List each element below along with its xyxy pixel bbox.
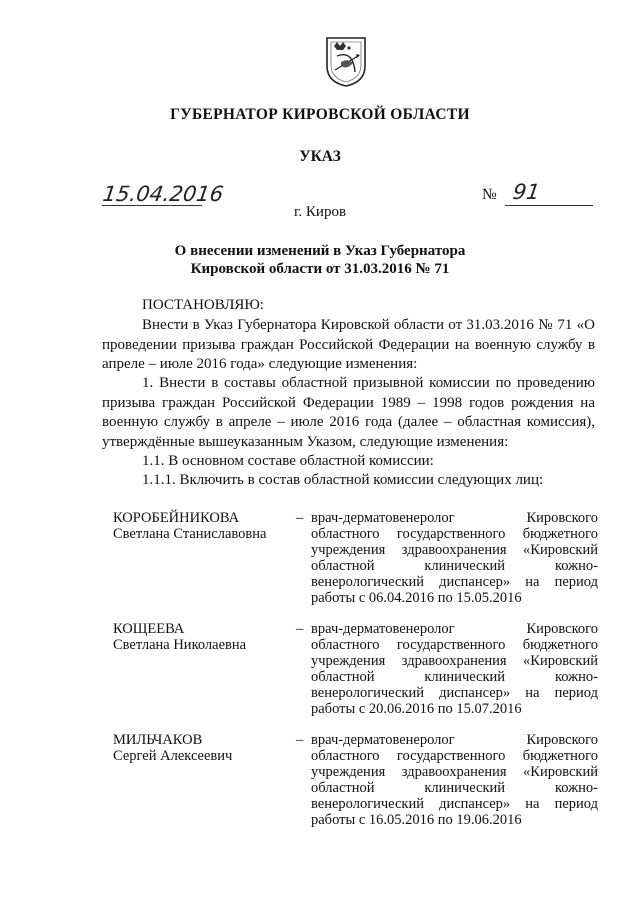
title-line-1: О внесении изменений в Указ Губернатора (174, 243, 466, 259)
member-given-name: Светлана Станиславовна (113, 526, 267, 542)
member-surname: КОРОБЕЙНИКОВА (113, 510, 240, 526)
dash: – (296, 732, 304, 748)
member-name (113, 732, 293, 764)
member-given-name: Сергей Алексеевич (113, 748, 233, 764)
resolve-heading: ПОСТАНОВЛЯЮ: (142, 297, 264, 313)
member-surname: КОЩЕЕВА (113, 621, 185, 637)
member-name (113, 621, 293, 653)
paragraph-amend: Внести в Указ Губернатора Кировской области от 31.03.2016 № 71 «О проведении призыва граждан Российской Федерации на военную службу в апреле – июле 2016 года» следующие изменения: (102, 317, 595, 372)
document-title (0, 242, 640, 278)
member-surname: МИЛЬЧАКОВ (113, 732, 203, 748)
document-type: УКАЗ (299, 148, 341, 165)
member-description: врач-дерматовенеролог Кировского областного государственного бюджетного учреждения здравоохранения «Кировский областной клинический кожно-венерологический диспансер» на период работы с 20.06.2016 по 15.07.2016 (311, 621, 598, 717)
title-line-2: Кировской области от 31.03.2016 № 71 (190, 261, 450, 277)
paragraph-1: 1. Внести в составы областной призывной комиссии по проведению призыва граждан Российской Федерации 1989 – 1998 годов рождения на военную службу в апреле – июле 2016 года (далее – областная комиссия), утверждённые вышеуказанным Указом, следующие изменения: (102, 375, 595, 450)
handwritten-date: 15.04.2016 (101, 182, 225, 206)
member-description: врач-дерматовенеролог Кировского областного государственного бюджетного учреждения здравоохранения «Кировский областной клинический кожно-венерологический диспансер» на период работы с 06.04.2016 по 15.05.2016 (311, 510, 598, 606)
paragraph-1-1-1: 1.1.1. Включить в состав областной комиссии следующих лиц: (142, 472, 544, 488)
member-name (113, 510, 293, 542)
dash: – (296, 621, 304, 637)
coat-of-arms-icon (325, 36, 367, 88)
organization-heading: ГУБЕРНАТОР КИРОВСКОЙ ОБЛАСТИ (170, 106, 470, 123)
number-label: № (482, 186, 497, 203)
member-description: врач-дерматовенеролог Кировского областного государственного бюджетного учреждения здравоохранения «Кировский областной клинический кожно-венерологический диспансер» на период работы с 16.05.2016 по 19.06.2016 (311, 732, 598, 828)
paragraph-1-1: 1.1. В основном составе областной комиссии: (142, 453, 434, 469)
member-given-name: Светлана Николаевна (113, 637, 247, 653)
city: г. Киров (293, 204, 347, 220)
dash: – (296, 510, 304, 526)
handwritten-number: 91 (511, 180, 542, 204)
